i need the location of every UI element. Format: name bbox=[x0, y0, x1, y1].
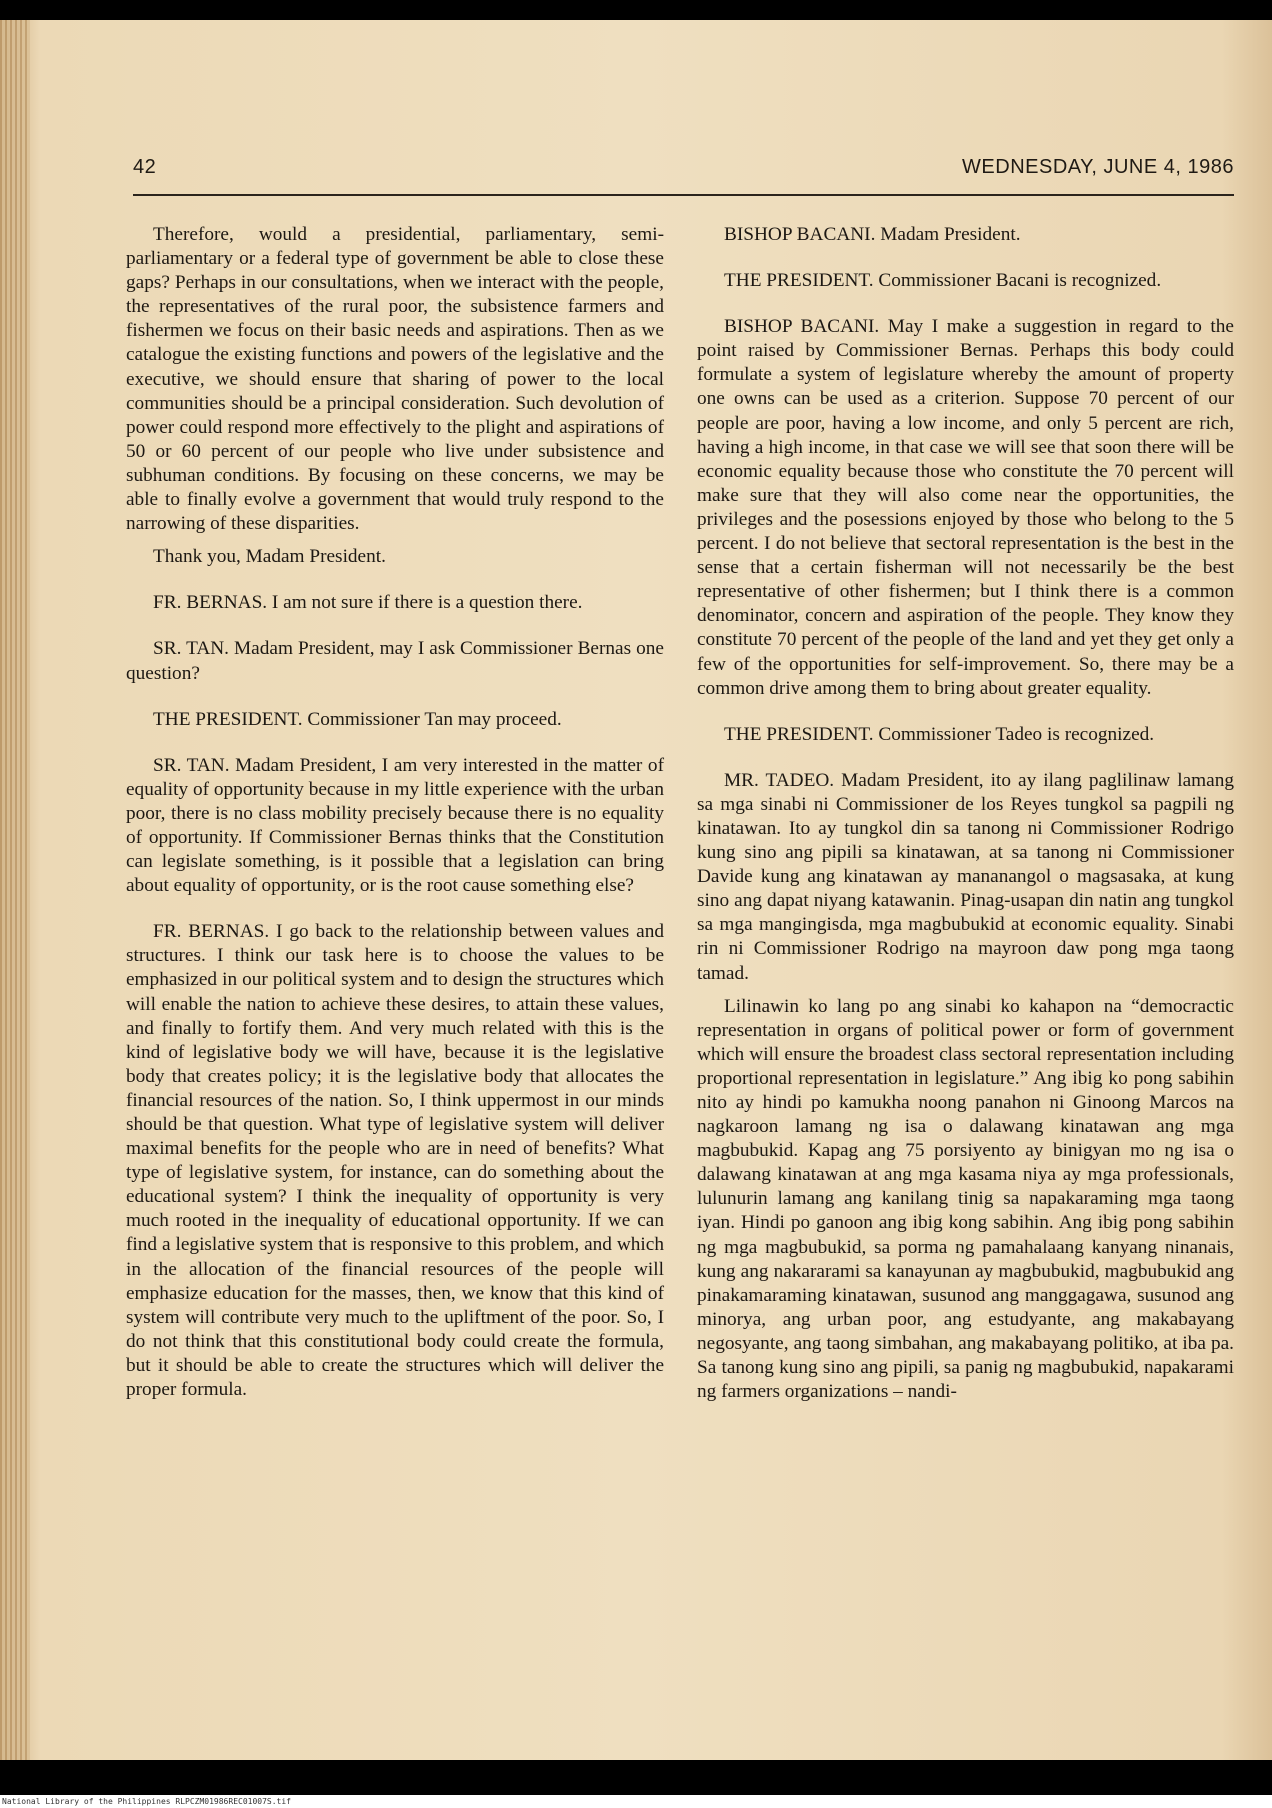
page-header bbox=[133, 138, 1234, 196]
paragraph: THE PRESIDENT. Commissioner Bacani is recognized. bbox=[724, 270, 1162, 292]
paragraph: FR. BERNAS. I am not sure if there is a question there. bbox=[153, 592, 583, 614]
paragraph: Lilinawin ko lang po ang sinabi ko kahapon na “democractic representation in organs of political power or form of government which will ensure the broadest class sectoral representation including proportional representation in legislature.” Ang ibig ko pong sabihin nito ay hindi po kamukha noong panahon ni Ginoong Marcos na nagkaroon lamang ng isa o dalawang kinatawan ang mga magbubukid. Kapag ang 75 porsiyento ay binigyan mo ng isa o dalawang kinatawan at ang mga kasama niya ay mga professionals, lulunurin lamang ang kanilang tinig sa napakaraming mga taong iyan. Hindi po ganoon ang ibig kong sabihin. Ang ibig pong sabihin ng mga magbubukid, sa porma ng pamahalaang kanyang ninanais, kung ang nakararami sa kanayunan ay magbubukid, magbubukid ang pinakamaraming kinatawan, susunod ang manggagawa, susunod ang minorya, ang urban poor, ang estudyante, ang makabayang negosyante, ang taong simbahan, ang makabayang politiko, at iba pa. Sa tanong kung sino ang pipili, sa panig ng magbubukid, napakarami ng farmers organizations – nandi- bbox=[697, 995, 1234, 1403]
right-column bbox=[697, 223, 1234, 1404]
paragraph: SR. TAN. Madam President, I am very interested in the matter of equality of opportunity because in my little experience with the urban poor, there is no class mobility precisely because there is no equality of opportunity. If Commissioner Bernas thinks that the Constitution can legislate something, is it possible that a legislation can bring about equality of opportunity, or is the root cause something else? bbox=[126, 754, 664, 897]
header-date: WEDNESDAY, JUNE 4, 1986 bbox=[962, 156, 1234, 178]
paragraph: Therefore, would a presidential, parliamentary, semi-parliamentary or a federal type of government be able to close these gaps? Perhaps in our consultations, when we interact with the people, the representatives of the rural poor, the subsistence farmers and fishermen we focus on their basic needs and aspirations. Then as we catalogue the existing functions and powers of the legislative and the executive, we should ensure that sharing of power to the local communities should be a principal consideration. Such devolution of power could respond more effectively to the plight and aspirations of 50 or 60 percent of our people who live under subsistence and subhuman conditions. By focusing on these concerns, we may be able to finally evolve a government that would truly respond to the narrowing of these disparities. bbox=[126, 224, 664, 535]
paragraph: Thank you, Madam President. bbox=[153, 546, 386, 568]
paragraph: BISHOP BACANI. May I make a suggestion in regard to the point raised by Commissioner Bernas. Perhaps this body could formulate a system of legislature whereby the amount of property one owns can be used as a criterion. Suppose 70 percent of our people are poor, having a low income, and only 5 percent are rich, having a high income, in that case we will see that soon there will be economic equality because those who constitute the 70 percent will make sure that they will also come near the opportunities, the privileges and the posessions enjoyed by those who belong to the 5 percent. I do not believe that sectoral representation is the best in the sense that a certain fisherman will not necessarily be the best representative of other fishermen; but I think there is a common denominator, concern and aspiration of the people. They know they constitute 70 percent of the people of the land and yet they get only a few of the opportunities for self-improvement. So, there may be a common drive among them to bring about greater equality. bbox=[697, 316, 1234, 699]
paragraph: FR. BERNAS. I go back to the relationship between values and structures. I think our task here is to choose the values to be emphasized in our political system and to design the structures which will enable the nation to achieve these desires, to attain these values, and finally to fortify them. And very much related with this is the kind of legislative body we will have, because it is the legislative body that creates policy; it is the legislative body that allocates the financial resources of the nation. So, I think uppermost in our minds should be that question. What type of legislative system will deliver maximal benefits for the people who are in need of benefits? What type of legislative system, for instance, can do something about the educational system? I think the inequality of opportunity is very much rooted in the inequality of educational opportunity. If we can find a legislative system that is responsive to this problem, and which in the allocation of the financial resources of the people will emphasize education for the masses, then, we know that this kind of system will contribute very much to the upliftment of the poor. So, I do not think that this constitutional body could create the formula, but it should be able to create the structures which will deliver the proper formula. bbox=[126, 921, 664, 1401]
scan-caption: National Library of the Philippines RLPCZM01986REC01007S.tif bbox=[0, 1795, 1272, 1808]
left-column bbox=[126, 223, 664, 1402]
document-page bbox=[0, 20, 1272, 1760]
paragraph: SR. TAN. Madam President, may I ask Commissioner Bernas one question? bbox=[126, 638, 664, 684]
page-number: 42 bbox=[133, 156, 157, 178]
paragraph: MR. TADEO. Madam President, ito ay ilang paglilinaw lamang sa mga sinabi ni Commissioner de los Reyes tungkol sa pagpili ng kinatawan. Ito ay tungkol din sa tanong ni Commissioner Rodrigo kung sino ang pipili sa kinatawan, at sa tanong ni Commissioner Davide kung ang kinatawan ay mananangol o magsasaka, at kung sino ang dapat niyang katawanin. Pinag-usapan din natin ang tungkol sa mga mangingisda, mga magbubukid at economic equality. Sinabi rin ni Commissioner Rodrigo na mayroon daw pong mga taong tamad. bbox=[697, 769, 1234, 984]
paragraph: BISHOP BACANI. Madam President. bbox=[724, 224, 1021, 245]
book-binding-edge bbox=[0, 20, 30, 1760]
paragraph: THE PRESIDENT. Commissioner Tan may proceed. bbox=[153, 708, 562, 730]
paragraph: THE PRESIDENT. Commissioner Tadeo is recognized. bbox=[724, 723, 1155, 745]
